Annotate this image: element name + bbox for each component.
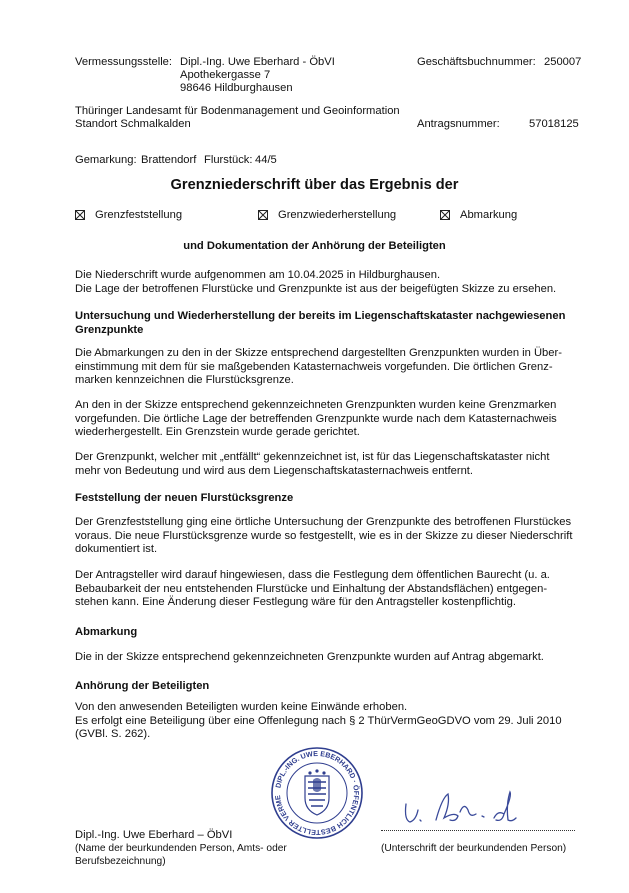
text-line: An den in der Skizze entsprechend gekennzeichneten Grenzpunkten wurden keine Grenzmarken [75,399,557,411]
section-heading-untersuchung [75,310,589,337]
checkbox-grenzfeststellung[interactable] [75,209,182,221]
authority-name: Thüringer Landesamt für Bodenmanagement und Geoinformation [75,105,400,117]
text-line: voraus. Die neue Flurstücksgrenze wurde so festgestellt, wie es in der Skizze zu dieser Niederschrift [75,529,573,542]
office-city: 98646 Hildburghausen [180,82,293,94]
heading-line: Untersuchung und Wiederherstellung der bereits im Liegenschaftskataster nachgewiesenen [75,310,566,322]
seal-icon [270,746,364,840]
paragraph [75,516,589,557]
business-number-label: Geschäftsbuchnummer: [417,56,536,68]
text-line: mehr von Bedeutung und wird aus dem Liegenschaftskatasternachweis entfernt. [75,464,474,477]
paragraph [75,701,589,742]
paragraph [75,399,589,440]
text-line: Der Grenzpunkt, welcher mit „entfällt“ gekennzeichnet ist, ist für das Liegenschaftskataster nicht [75,451,550,463]
text-line: Die Lage der betroffenen Flurstücke und Grenzpunkte ist aus der beigefügten Skizze zu ersehen. [75,282,557,295]
text-line: marken kennzeichnen die Flurstücksgrenze. [75,374,294,387]
text-line: Die Abmarkungen zu den in der Skizze entsprechend dargestellten Grenzpunkten wurden in Über- [75,347,562,359]
text-line: Es erfolgt eine Beteiligung über eine Offenlegung nach § 2 ThürVermGeoGDVO vom 29. Juli 2010 [75,714,562,727]
text-line: Von den anwesenden Beteiligten wurden keine Einwände erhoben. [75,701,408,713]
document-subtitle: und Dokumentation der Anhörung der Beteiligten [183,240,446,252]
signature-line [381,820,575,831]
text-line: wiederhergestellt. Ein Grenzstein wurde gerade gerichtet. [75,426,360,439]
checkbox-grenzwiederherstellung[interactable] [258,209,396,221]
checked-box-icon [440,210,450,220]
section-heading-feststellung: Feststellung der neuen Flurstücksgrenze [75,492,294,504]
checked-box-icon [75,210,85,220]
seal-ring-text: DIPL.-ING. UWE EBERHARD · ÖFFENTLICH BESTELLTER VERME [273,748,362,838]
district-label: Gemarkung: [75,154,137,166]
text-line: einstimmung mit dem für sie maßgebenden Katasternachweis vorgefunden. Die örtlichen Grenz- [75,360,553,373]
official-seal [270,746,364,840]
application-number: 57018125 [529,118,579,130]
paragraph [75,569,589,610]
signature-caption: (Unterschrift der beurkundenden Person) [381,843,567,854]
text-line: stehen kann. Eine Änderung dieser Festlegung wäre für den Antragsteller kostenpflichtig. [75,596,516,609]
caption-line: Berufsbezeichnung) [75,855,166,867]
section-heading-anhoerung: Anhörung der Beteiligten [75,680,210,692]
text-line: Der Grenzfeststellung ging eine örtliche Untersuchung der Grenzpunkte des betroffenen Flurstückes [75,516,572,528]
application-number-label: Antragsnummer: [417,118,500,130]
parcel-value: 44/5 [255,154,277,166]
text-line: dokumentiert ist. [75,543,158,556]
signer-caption [75,843,287,868]
district-value: Brattendorf [141,154,197,166]
authority-location: Standort Schmalkalden [75,118,191,130]
paragraph [75,347,589,388]
paragraph [75,451,589,478]
checkbox-label: Grenzwiederherstellung [278,209,397,221]
checkbox-label: Abmarkung [460,209,518,221]
text-line: Der Antragsteller wird darauf hingewiesen, dass die Festlegung dem öffentlichen Baurecht (u. a. [75,569,550,581]
document-title: Grenzniederschrift über das Ergebnis der [170,177,459,193]
text-line: (GVBl. S. 262). [75,728,151,741]
parcel-label: Flurstück: [204,154,253,166]
intro-paragraph [75,269,589,296]
text-line: vorgefunden. Die örtliche Lage der betreffenden Grenzpunkte wurde nach dem Katasternachweis [75,412,557,425]
section-heading-abmarkung: Abmarkung [75,626,138,638]
office-street: Apothekergasse 7 [180,69,271,81]
paragraph: Die in der Skizze entsprechend gekennzeichneten Grenzpunkte wurden auf Antrag abgemarkt. [75,651,544,663]
checked-box-icon [258,210,268,220]
text-line: Bebaubarkeit der neu entstehenden Flurstücke und Einhaltung der Abstandsflächen) entgegen- [75,582,548,595]
caption-line: (Name der beurkundenden Person, Amts- oder [75,843,287,854]
heading-line: Grenzpunkte [75,323,144,336]
text-line: Die Niederschrift wurde aufgenommen am 10.04.2025 in Hildburghausen. [75,269,441,281]
business-number: 250007 [544,56,582,68]
checkbox-abmarkung[interactable] [440,209,517,221]
office-label: Vermessungsstelle: [75,56,173,68]
checkbox-label: Grenzfeststellung [95,209,183,221]
office-name: Dipl.-Ing. Uwe Eberhard - ÖbVI [180,56,335,68]
signer-name: Dipl.-Ing. Uwe Eberhard – ÖbVI [75,829,233,841]
